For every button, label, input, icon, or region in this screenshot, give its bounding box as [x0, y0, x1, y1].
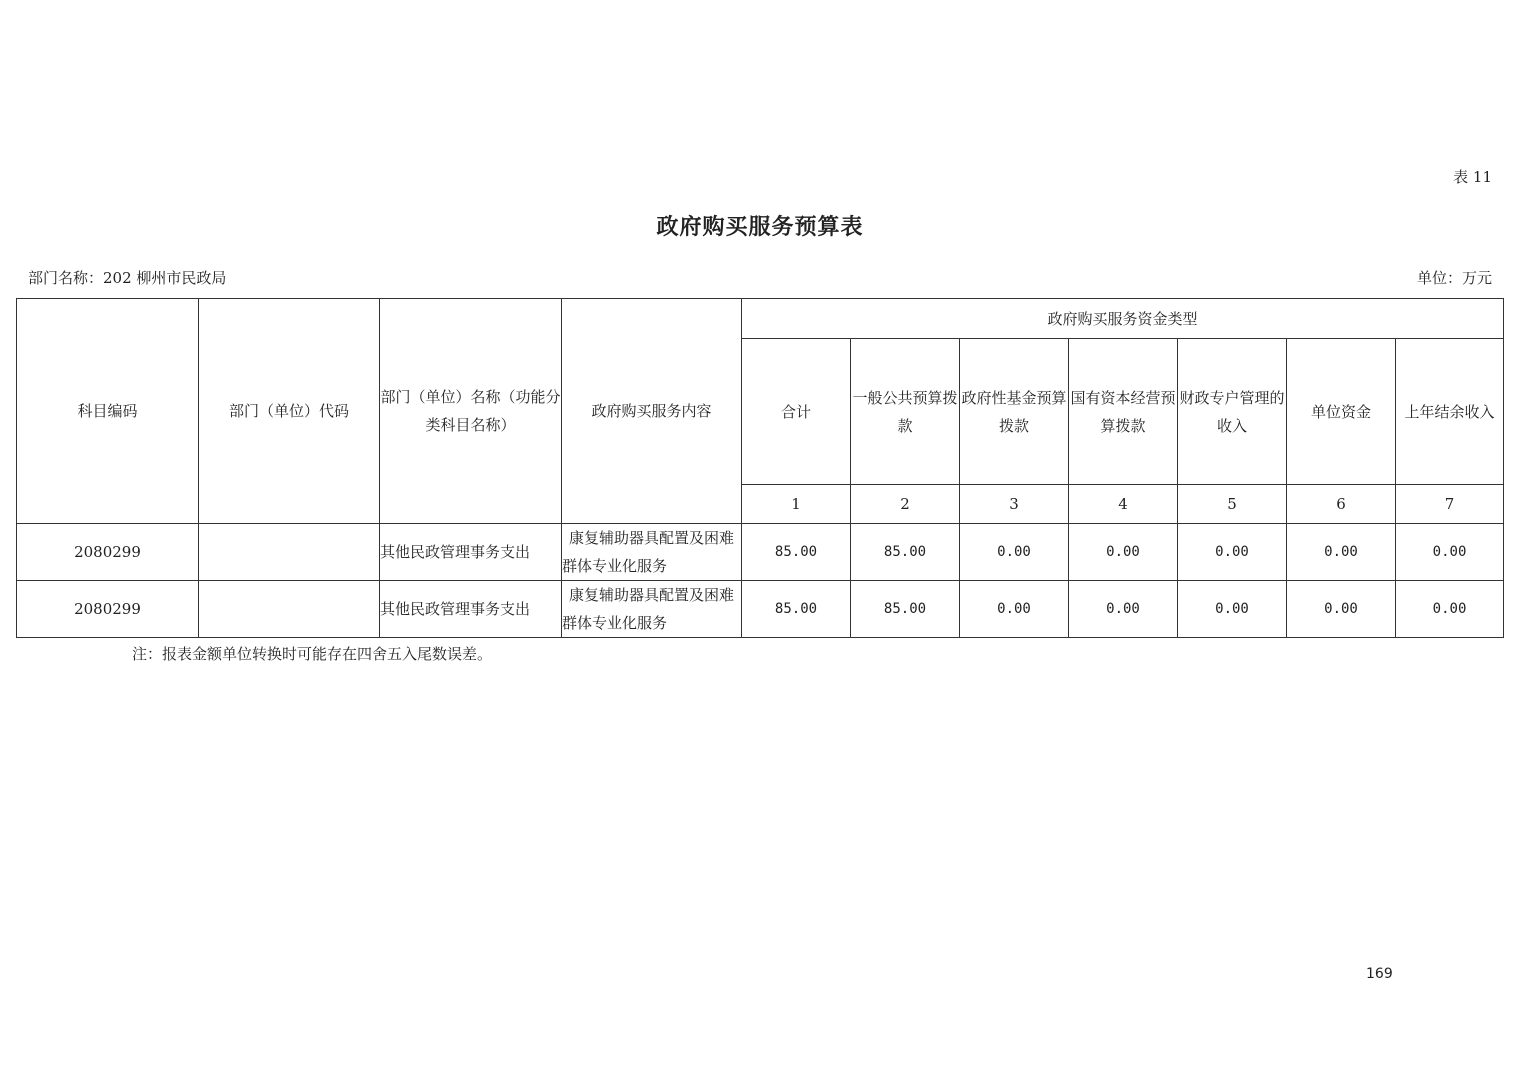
- page-number: 169: [1366, 966, 1393, 982]
- column-number: 3: [960, 485, 1069, 524]
- cell-government-fund: 0.00: [960, 581, 1069, 638]
- cell-total: 85.00: [742, 581, 851, 638]
- header-row-group: [17, 299, 1504, 339]
- cell-government-fund: 0.00: [960, 524, 1069, 581]
- cell-total: 85.00: [742, 524, 851, 581]
- header-fund-type-group: 政府购买服务资金类型: [742, 299, 1504, 339]
- header-dept-name: 部门（单位）名称（功能分类科目名称）: [380, 299, 562, 524]
- column-number: 6: [1287, 485, 1396, 524]
- column-number: 1: [742, 485, 851, 524]
- cell-service-content: 康复辅助器具配置及困难群体专业化服务: [562, 581, 742, 638]
- cell-unit-fund: 0.00: [1287, 524, 1396, 581]
- header-fund-general-budget: 一般公共预算拨款: [851, 339, 960, 485]
- cell-dept-code: [199, 524, 380, 581]
- cell-state-capital: 0.00: [1069, 524, 1178, 581]
- cell-special-account: 0.00: [1178, 524, 1287, 581]
- table-number: 表 11: [1453, 168, 1492, 186]
- budget-table: [16, 298, 1504, 638]
- table-row: [17, 524, 1504, 581]
- table-row: [17, 581, 1504, 638]
- page-title: 政府购买服务预算表: [656, 214, 864, 240]
- cell-subject-code: 2080299: [17, 581, 199, 638]
- cell-dept-name: 其他民政管理事务支出: [380, 524, 562, 581]
- header-fund-unit: 单位资金: [1287, 339, 1396, 485]
- header-fund-carryover: 上年结余收入: [1396, 339, 1504, 485]
- header-service-content: 政府购买服务内容: [562, 299, 742, 524]
- column-number: 5: [1178, 485, 1287, 524]
- column-number: 4: [1069, 485, 1178, 524]
- cell-dept-code: [199, 581, 380, 638]
- unit-label: 单位：万元: [1416, 269, 1492, 287]
- cell-general-budget: 85.00: [851, 581, 960, 638]
- cell-general-budget: 85.00: [851, 524, 960, 581]
- cell-special-account: 0.00: [1178, 581, 1287, 638]
- cell-subject-code: 2080299: [17, 524, 199, 581]
- department-label: 部门名称：202 柳州市民政局: [28, 269, 227, 287]
- column-number: 2: [851, 485, 960, 524]
- cell-service-content: 康复辅助器具配置及困难群体专业化服务: [562, 524, 742, 581]
- header-fund-state-capital: 国有资本经营预算拨款: [1069, 339, 1178, 485]
- header-fund-government-fund: 政府性基金预算拨款: [960, 339, 1069, 485]
- column-number: 7: [1396, 485, 1504, 524]
- header-fund-special-account: 财政专户管理的收入: [1178, 339, 1287, 485]
- cell-unit-fund: 0.00: [1287, 581, 1396, 638]
- header-fund-total: 合计: [742, 339, 851, 485]
- footnote: 注：报表金额单位转换时可能存在四舍五入尾数误差。: [132, 645, 493, 663]
- cell-carryover: 0.00: [1396, 524, 1504, 581]
- header-dept-code: 部门（单位）代码: [199, 299, 380, 524]
- cell-carryover: 0.00: [1396, 581, 1504, 638]
- cell-dept-name: 其他民政管理事务支出: [380, 581, 562, 638]
- cell-state-capital: 0.00: [1069, 581, 1178, 638]
- header-subject-code: 科目编码: [17, 299, 199, 524]
